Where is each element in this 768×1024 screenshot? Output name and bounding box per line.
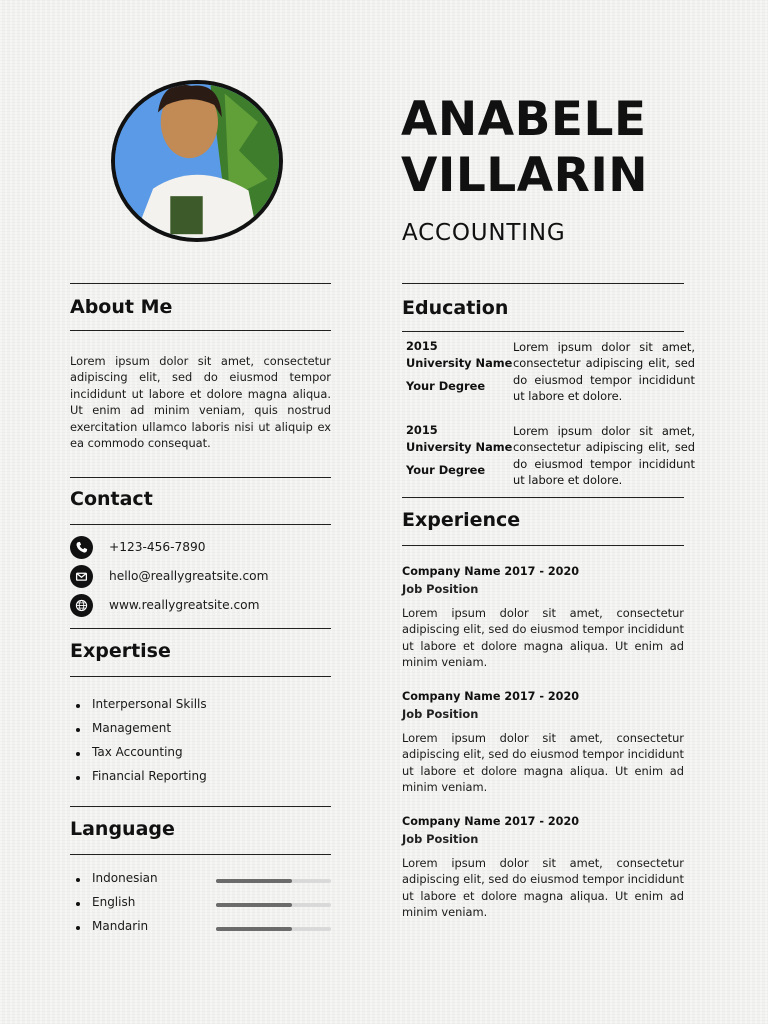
globe-icon — [70, 594, 93, 617]
education-degree: Your Degree — [406, 463, 486, 477]
mail-icon — [70, 565, 93, 588]
language-list — [70, 871, 158, 943]
divider — [70, 477, 331, 478]
language-level-fill — [216, 927, 292, 931]
divider — [70, 330, 331, 331]
divider — [70, 806, 331, 807]
experience-description: Lorem ipsum dolor sit amet, consectetur adipiscing elit, sed do eiusmod tempor incididunt ut labore et dolore magna aliqua. Ut enim ad minim veniam. — [402, 731, 684, 795]
website-url[interactable]: www.reallygreatsite.com — [109, 598, 260, 612]
language-name: Indonesian — [70, 871, 158, 895]
divider — [402, 331, 684, 332]
education-degree: Your Degree — [406, 379, 486, 393]
language-level-bar — [216, 879, 331, 883]
expertise-item: Tax Accounting — [70, 745, 207, 769]
divider — [402, 283, 684, 284]
divider — [70, 524, 331, 525]
contact-email-row — [70, 564, 268, 588]
job-title: ACCOUNTING — [402, 220, 566, 246]
education-year: 2015 — [406, 339, 438, 353]
name-line-2: VILLARIN — [401, 148, 649, 203]
language-level-bar — [216, 927, 331, 931]
expertise-heading: Expertise — [70, 640, 171, 662]
phone-number[interactable]: +123-456-7890 — [109, 540, 206, 554]
education-year: 2015 — [406, 423, 438, 437]
experience-company: Company Name 2017 - 2020 — [402, 815, 580, 828]
divider — [402, 497, 684, 498]
about-heading: About Me — [70, 296, 173, 318]
experience-description: Lorem ipsum dolor sit amet, consectetur adipiscing elit, sed do eiusmod tempor incididunt ut labore et dolore magna aliqua. Ut enim ad minim veniam. — [402, 606, 684, 670]
about-text: Lorem ipsum dolor sit amet, consectetur adipiscing elit, sed do eiusmod tempor incididunt ut labore et dolore magna aliqua. Ut enim ad minim veniam, quis nostrud exercitation ullamco laboris nisi ut aliquip ex ea commodo consequat. — [70, 354, 331, 451]
divider — [402, 545, 684, 546]
expertise-item: Financial Reporting — [70, 769, 207, 793]
contact-website-row — [70, 593, 260, 617]
profile-photo — [111, 80, 283, 242]
language-level-bar — [216, 903, 331, 907]
email-address[interactable]: hello@reallygreatsite.com — [109, 569, 269, 583]
education-school: University Name — [406, 440, 513, 454]
education-entry — [406, 423, 696, 493]
education-school: University Name — [406, 356, 513, 370]
experience-position: Job Position — [402, 582, 479, 596]
divider — [70, 628, 331, 629]
contact-phone-row — [70, 535, 206, 559]
experience-heading: Experience — [402, 509, 521, 531]
expertise-item: Interpersonal Skills — [70, 697, 207, 721]
education-description: Lorem ipsum dolor sit amet, consectetur adipiscing elit, sed do eiusmod tempor incididunt ut labore et dolore. — [513, 340, 695, 404]
education-heading: Education — [402, 297, 509, 319]
experience-entry — [402, 565, 684, 671]
experience-position: Job Position — [402, 707, 479, 721]
experience-company: Company Name 2017 - 2020 — [402, 690, 580, 703]
divider — [70, 676, 331, 677]
experience-entry — [402, 690, 684, 796]
experience-company: Company Name 2017 - 2020 — [402, 565, 580, 578]
experience-position: Job Position — [402, 832, 479, 846]
experience-entry — [402, 815, 684, 921]
language-name: Mandarin — [70, 919, 158, 943]
education-entry — [406, 339, 696, 409]
language-name: English — [70, 895, 158, 919]
contact-heading: Contact — [70, 488, 153, 510]
divider — [70, 283, 331, 284]
name-line-1: ANABELE — [401, 92, 647, 147]
language-heading: Language — [70, 818, 175, 840]
full-name — [401, 92, 648, 204]
divider — [70, 854, 331, 855]
expertise-list — [70, 697, 207, 793]
language-level-fill — [216, 903, 292, 907]
education-description: Lorem ipsum dolor sit amet, consectetur adipiscing elit, sed do eiusmod tempor incididunt ut labore et dolore. — [513, 424, 695, 488]
language-level-fill — [216, 879, 292, 883]
phone-icon — [70, 536, 93, 559]
experience-description: Lorem ipsum dolor sit amet, consectetur adipiscing elit, sed do eiusmod tempor incididunt ut labore et dolore magna aliqua. Ut enim ad minim veniam. — [402, 856, 684, 920]
expertise-item: Management — [70, 721, 207, 745]
